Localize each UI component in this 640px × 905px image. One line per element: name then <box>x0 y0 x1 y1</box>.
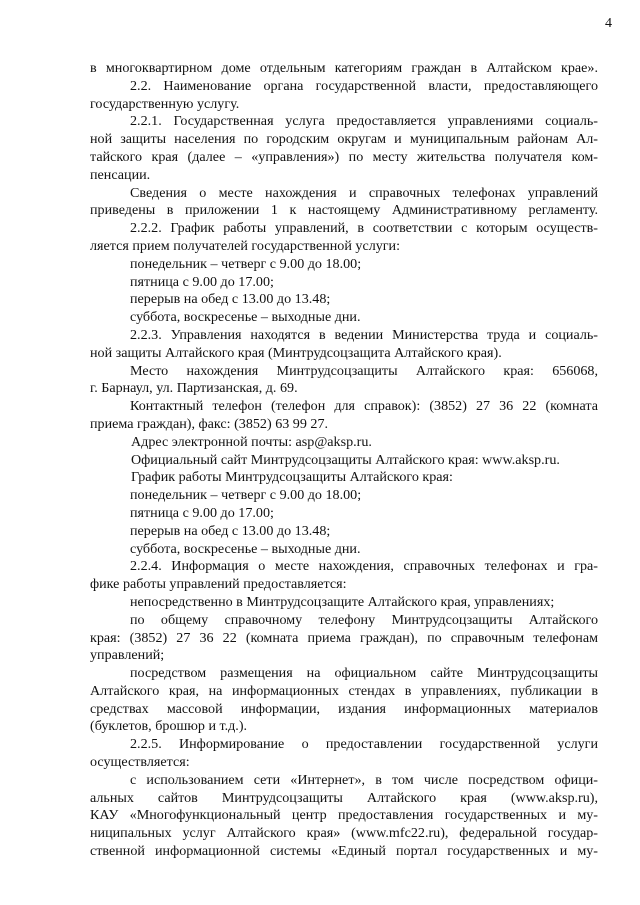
text-line: (буклетов, брошюр и т.д.). <box>90 718 248 735</box>
text-line: Место нахождения Минтрудсоцзащиты Алтайского края: 656068, <box>130 362 598 379</box>
text-line: Контактный телефон (телефон для справок): (3852) 27 36 22 (комната <box>130 398 598 415</box>
text-line: 2.2. Наименование органа государственной власти, предоставляющего <box>130 77 598 94</box>
text-line: пятница с 9.00 до 17.00; <box>130 504 274 521</box>
text-line: суббота, воскресенье – выходные дни. <box>130 309 361 326</box>
text-line: средствах массовой информации, издания информационных материалов <box>90 700 598 717</box>
text-line: Адрес электронной почты: asp@aksp.ru. <box>131 433 372 450</box>
text-line: 2.2.2. График работы управлений, в соответствии с которым осуществ- <box>130 220 598 237</box>
text-line: управлений; <box>90 647 165 664</box>
text-line: ной защиты населения по городским округам и муниципальным районам Ал- <box>90 131 598 148</box>
text-line: г. Барнаул, ул. Партизанская, д. 69. <box>90 380 298 397</box>
text-line: тайского края (далее – «управления») по месту жительства получателя ком- <box>90 148 598 165</box>
text-line: 2.2.4. Информация о месте нахождения, справочных телефонах и гра- <box>130 558 598 575</box>
text-line: понедельник – четверг с 9.00 до 18.00; <box>130 487 362 504</box>
text-line: понедельник – четверг с 9.00 до 18.00; <box>130 255 362 272</box>
text-line: альных сайтов Минтрудсоцзащиты Алтайского края (www.aksp.ru), <box>90 789 598 806</box>
text-line: фике работы управлений предоставляется: <box>90 576 347 593</box>
text-line: ляется прием получателей государственной услуги: <box>90 237 401 254</box>
text-line: с использованием сети «Интернет», в том числе посредством офици- <box>130 771 598 788</box>
text-line: 2.2.5. Информирование о предоставлении государственной услуги <box>130 736 598 753</box>
text-line: суббота, воскресенье – выходные дни. <box>130 540 361 557</box>
text-line: График работы Минтрудсоцзащиты Алтайского края: <box>131 469 453 486</box>
text-line: 2.2.1. Государственная услуга предоставляется управлениями социаль- <box>130 113 598 130</box>
text-line: посредством размещения на официальном сайте Минтрудсоцзащиты <box>130 665 598 682</box>
page-number: 4 <box>605 16 612 31</box>
text-line: ниципальных услуг Алтайского края» (www.mfc22.ru), федеральной государ- <box>90 825 598 842</box>
text-line: КАУ «Многофункциональный центр предоставления государственных и му- <box>90 807 598 824</box>
text-line: приведены в приложении 1 к настоящему Административному регламенту. <box>90 202 598 219</box>
text-line: ственной информационной системы «Единый портал государственных и му- <box>90 843 598 860</box>
text-line: в многоквартирном доме отдельным категориям граждан в Алтайском крае». <box>90 60 598 76</box>
text-line: государственную услугу. <box>90 95 240 112</box>
text-line: пятница с 9.00 до 17.00; <box>130 273 274 290</box>
text-line: перерыв на обед с 13.00 до 13.48; <box>130 291 331 308</box>
text-line: 2.2.3. Управления находятся в ведении Министерства труда и социаль- <box>130 326 598 343</box>
text-line: ной защиты Алтайского края (Минтрудсоцзащита Алтайского края). <box>90 344 502 361</box>
text-line: Сведения о месте нахождения и справочных телефонах управлений <box>130 184 598 201</box>
text-line: пенсации. <box>90 166 151 183</box>
document-body <box>90 60 598 861</box>
text-line: Алтайского края, на информационных стендах в управлениях, публикации в <box>90 682 598 699</box>
text-line: края: (3852) 27 36 22 (комната приема граждан), по справочным телефонам <box>90 629 598 646</box>
text-line: непосредственно в Минтрудсоцзащите Алтайского края, управлениях; <box>130 593 555 610</box>
text-line: осуществляется: <box>90 754 190 771</box>
text-line: по общему справочному телефону Минтрудсоцзащиты Алтайского <box>130 611 598 628</box>
text-line: Официальный сайт Минтрудсоцзащиты Алтайского края: www.aksp.ru. <box>131 451 560 468</box>
text-line: приема граждан), факс: (3852) 63 99 27. <box>90 415 329 432</box>
text-line: перерыв на обед с 13.00 до 13.48; <box>130 522 331 539</box>
